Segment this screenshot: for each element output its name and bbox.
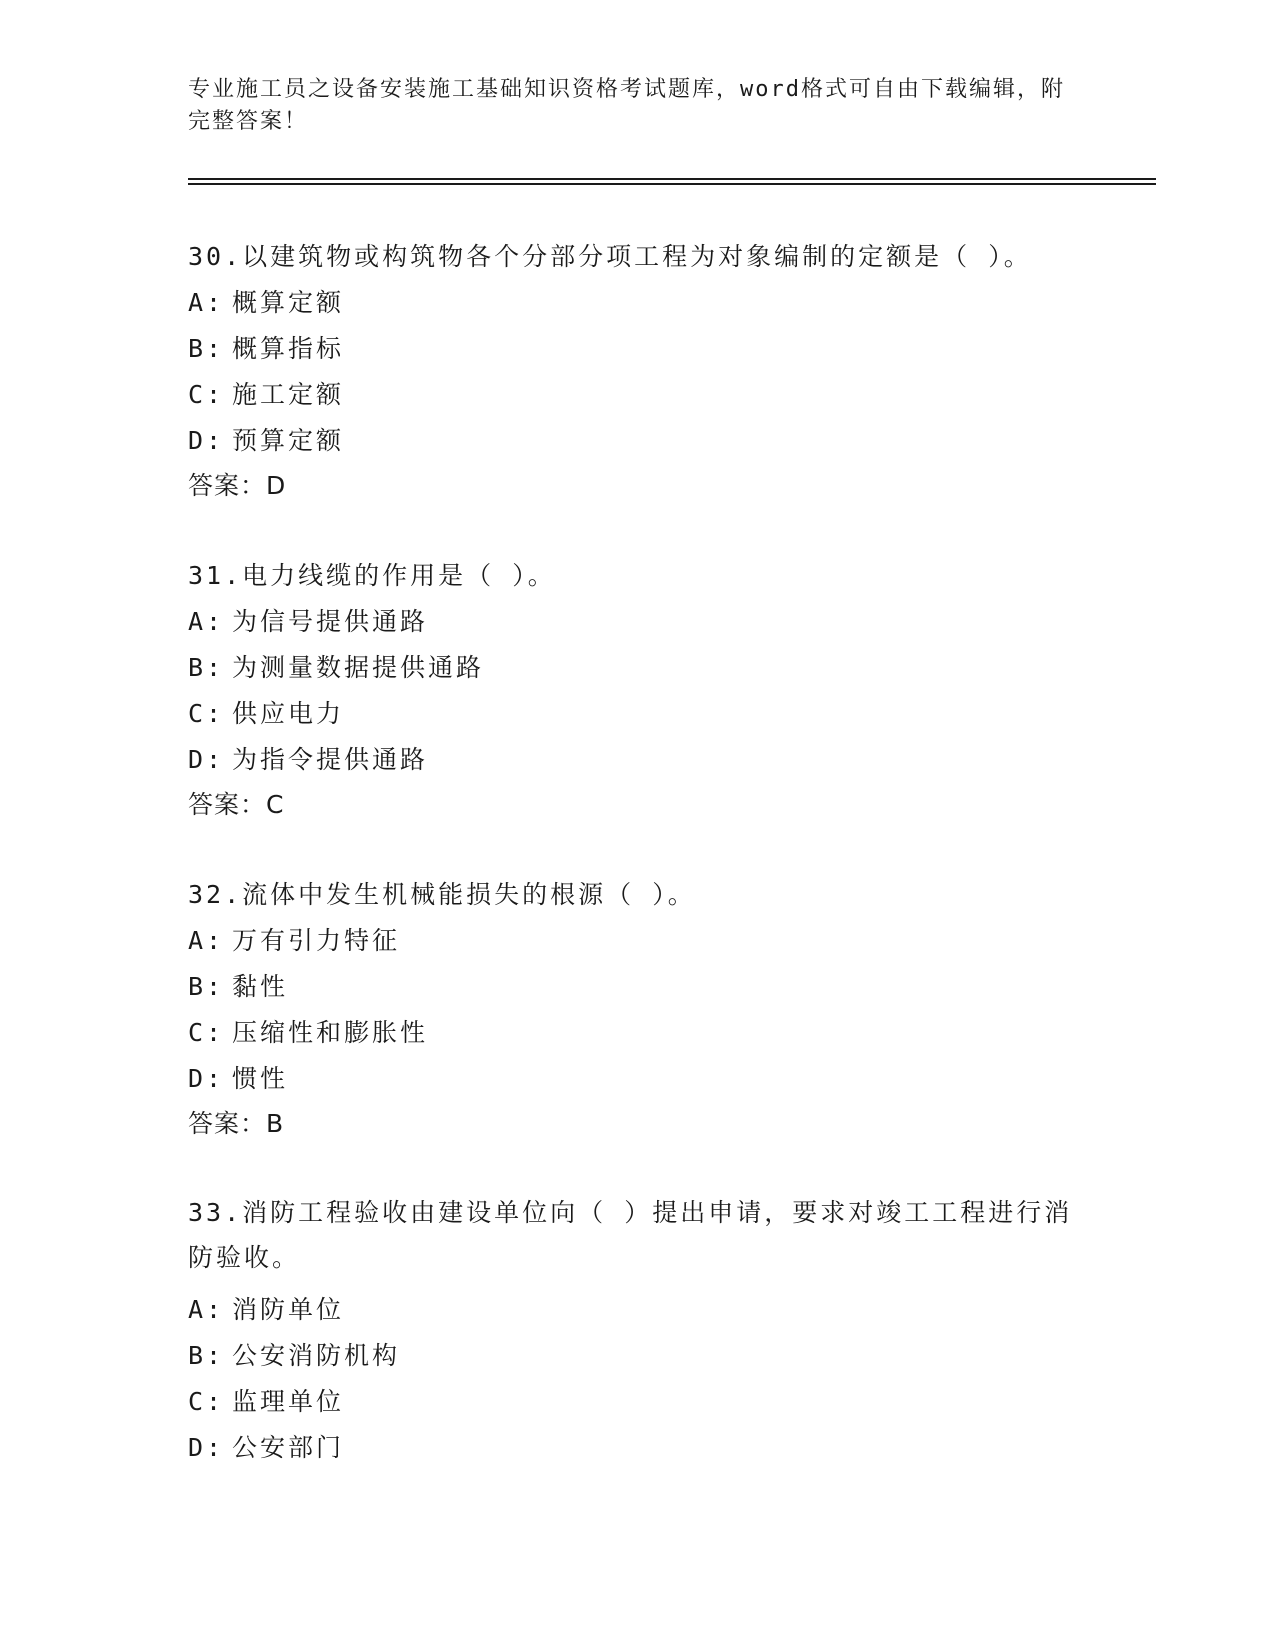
answer-line: 答案：C xyxy=(188,790,285,819)
option-a xyxy=(188,605,1088,638)
option-text: 为指令提供通路 xyxy=(232,745,429,774)
option-text: 消防单位 xyxy=(232,1295,345,1324)
question-stem: 30.以建筑物或构筑物各个分部分项工程为对象编制的定额是（ ）。 xyxy=(188,242,1032,271)
option-key: C: xyxy=(188,699,225,728)
question-30 xyxy=(188,240,1088,502)
option-text: 为信号提供通路 xyxy=(232,607,429,636)
option-text: 压缩性和膨胀性 xyxy=(232,1018,429,1047)
option-key: A: xyxy=(188,926,225,955)
option-key: D: xyxy=(188,1064,225,1093)
option-key: D: xyxy=(188,745,225,774)
option-d xyxy=(188,743,1088,776)
option-key: D: xyxy=(188,1433,225,1462)
option-d xyxy=(188,424,1088,457)
option-b xyxy=(188,651,1088,684)
option-text: 公安消防机构 xyxy=(232,1341,401,1370)
option-text: 为测量数据提供通路 xyxy=(232,653,485,682)
option-key: B: xyxy=(188,653,225,682)
option-text: 施工定额 xyxy=(232,380,345,409)
answer-line: 答案：D xyxy=(188,471,287,500)
option-key: B: xyxy=(188,1341,225,1370)
option-text: 预算定额 xyxy=(232,426,345,455)
option-key: A: xyxy=(188,1295,225,1324)
option-text: 万有引力特征 xyxy=(232,926,401,955)
option-b xyxy=(188,332,1088,365)
option-key: B: xyxy=(188,334,225,363)
question-33 xyxy=(188,1196,1088,1464)
option-text: 概算定额 xyxy=(232,288,345,317)
option-key: C: xyxy=(188,380,225,409)
option-text: 惯性 xyxy=(232,1064,289,1093)
option-text: 公安部门 xyxy=(232,1433,345,1462)
option-a xyxy=(188,924,1088,957)
option-a xyxy=(188,1293,1088,1326)
question-31 xyxy=(188,559,1088,821)
question-stem: 33.消防工程验收由建设单位向（ ）提出申请，要求对竣工工程进行消防验收。 xyxy=(188,1198,1073,1272)
option-a xyxy=(188,286,1088,319)
option-b xyxy=(188,970,1088,1003)
header-divider-top xyxy=(188,178,1156,180)
question-32 xyxy=(188,878,1088,1140)
option-b xyxy=(188,1339,1088,1372)
header-divider-bottom xyxy=(188,183,1156,185)
answer-line: 答案：B xyxy=(188,1109,285,1138)
option-text: 概算指标 xyxy=(232,334,345,363)
option-text: 监理单位 xyxy=(232,1387,345,1416)
document-header: 专业施工员之设备安装施工基础知识资格考试题库，word格式可自由下载编辑，附完整答案！ xyxy=(188,77,1065,134)
option-key: B: xyxy=(188,972,225,1001)
option-key: A: xyxy=(188,288,225,317)
option-key: A: xyxy=(188,607,225,636)
option-c xyxy=(188,1016,1088,1049)
option-d xyxy=(188,1431,1088,1464)
option-text: 黏性 xyxy=(232,972,289,1001)
option-key: C: xyxy=(188,1018,225,1047)
option-key: C: xyxy=(188,1387,225,1416)
question-stem: 31.电力线缆的作用是（ ）。 xyxy=(188,561,556,590)
option-c xyxy=(188,378,1088,411)
option-key: D: xyxy=(188,426,225,455)
option-d xyxy=(188,1062,1088,1095)
option-c xyxy=(188,1385,1088,1418)
option-text: 供应电力 xyxy=(232,699,345,728)
option-c xyxy=(188,697,1088,730)
question-stem: 32.流体中发生机械能损失的根源（ ）。 xyxy=(188,880,696,909)
